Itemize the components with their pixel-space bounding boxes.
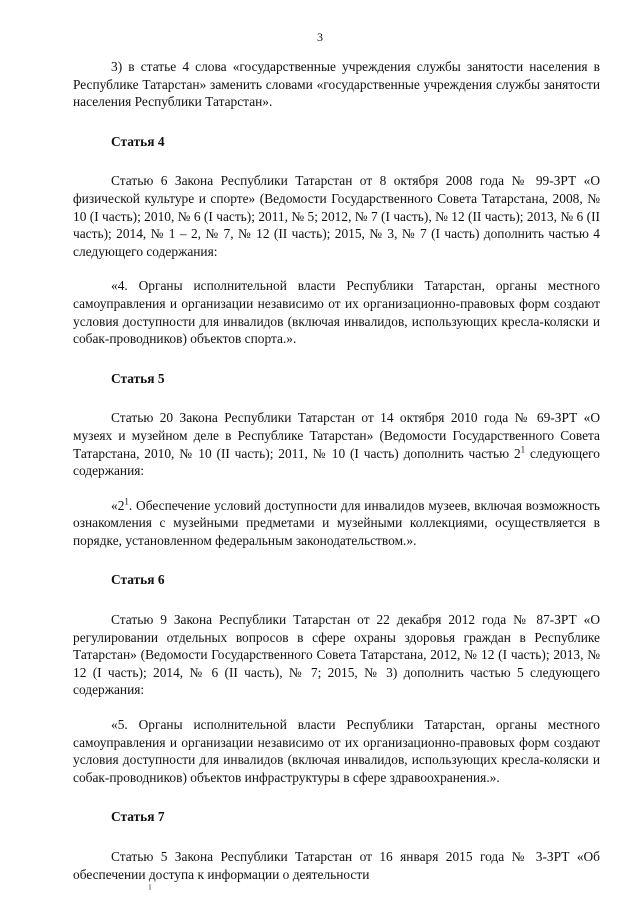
article-6-quote: «5. Органы исполнительной власти Республики Татарстан, органы местного самоуправления и организации независимо от их организационно-правовых форм создают условия доступности для инвалидов (включая инвалидов, использующих кресла-коляски и собак-проводников) объектов инфраструктуры в сфере здравоохранения.». <box>73 717 600 785</box>
article-6-body: Статью 9 Закона Республики Татарстан от 22 декабря 2012 года № 87-ЗРТ «О регулировании отдельных вопросов в сфере охраны здоровья граждан в Республике Татарстан» (Ведомости Государственного Совета Татарстана, 2012, № 12 (I часть); 2013, № 12 (I часть); 2014, № 6 (II часть), № 7; 2015, № 3) дополнить частью 5 следующего содержания: <box>73 612 600 698</box>
document-body <box>73 58 600 883</box>
article-7-heading: Статья 7 <box>111 809 165 825</box>
scan-mark <box>149 884 151 890</box>
article-5-quote-start: «2 <box>111 497 125 513</box>
article-4-quote: «4. Органы исполнительной власти Республики Татарстан, органы местного самоуправления и организации независимо от их организационно-правовых форм создают условия доступности для инвалидов (включая инвалидов, использующих кресла-коляски и собак-проводников) объектов спорта.». <box>73 278 600 347</box>
page-number: 3 <box>317 30 323 44</box>
article-5-body-tail: следующего содержания: <box>73 445 600 479</box>
article-5-body-text: Статью 20 Закона Республики Татарстан от 14 октября 2010 года № 69-ЗРТ «О музеях и музейном деле в Республике Татарстан» (Ведомости Государственного Совета Татарстана, 2010, № 10 (II часть); 2011, № 10 (I часть) дополнить частью 2 <box>73 410 600 461</box>
article-7-body: Статью 5 Закона Республики Татарстан от 16 января 2015 года № 3-ЗРТ «Об обеспечении доступа к информации о деятельности <box>73 849 600 882</box>
superscript: 1 <box>520 444 526 455</box>
article-5-body <box>73 409 600 479</box>
superscript: 1 <box>124 496 129 507</box>
article-4-body: Статью 6 Закона Республики Татарстан от 8 октября 2008 года № 99-ЗРТ «О физической культуре и спорте» (Ведомости Государственного Совета Татарстана, 2008, № 10 (I часть); 2010, № 6 (I часть); 2011, № 5; 2012, № 7 (I часть), № 12 (II часть); 2013, № 6 (II часть); 2014, № 1 – 2, № 7, № 12 (II часть); 2015, № 3, № 7 (I часть) дополнить частью 4 следующего содержания: <box>73 173 600 259</box>
article-5-heading: Статья 5 <box>111 370 165 386</box>
paragraph-item-3: 3) в статье 4 слова «государственные учреждения службы занятости населения в Республике Татарстан» заменить словами «государственные учреждения службы занятости населения Республики Татарстан». <box>73 59 600 110</box>
article-4-heading: Статья 4 <box>111 133 165 149</box>
article-5-quote <box>73 497 600 550</box>
article-5-quote-text: . Обеспечение условий доступности для инвалидов музеев, включая возможность ознакомления с музейными предметами и музейными коллекциями, осуществляется в порядке, установленном федеральным законодательством.». <box>73 497 600 548</box>
article-6-heading: Статья 6 <box>111 572 165 588</box>
